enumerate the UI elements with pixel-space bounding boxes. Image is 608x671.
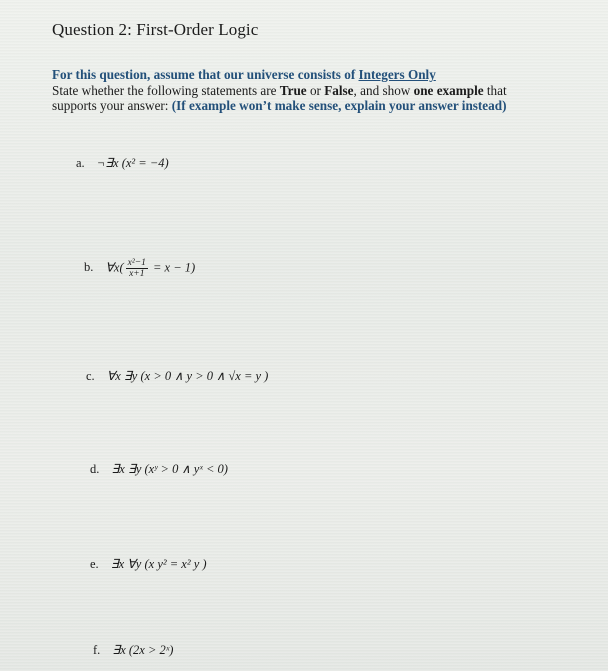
support-text: supports your answer: (52, 98, 172, 113)
statement-b (84, 258, 195, 279)
universe-text: For this question, assume that our universe consists of (52, 67, 359, 82)
statement-f (93, 642, 173, 658)
statement-label: a. (76, 156, 85, 170)
fraction (126, 258, 148, 279)
statement-label: b. (84, 260, 94, 275)
integers-only-link[interactable]: Integers Only (358, 67, 436, 82)
true-word: True (279, 82, 307, 98)
statement-c (86, 368, 268, 384)
instruction-text-2: , and show (353, 82, 414, 98)
statement-formula: ¬∃x (x² = −4) (96, 156, 169, 170)
fraction-denominator: x+1 (129, 269, 145, 279)
fraction-numerator: x²−1 (127, 258, 146, 268)
statement-formula-prefix: ∀x( (105, 260, 124, 275)
instructions (52, 67, 597, 114)
statement-formula: ∃x ∀y (x y² = x² y ) (110, 557, 207, 571)
statement-label: e. (90, 557, 99, 571)
statement-label: f. (93, 643, 101, 657)
instruction-text: State whether the following statements are (52, 82, 280, 98)
statement-formula: ∀x ∃y (x > 0 ∧ y > 0 ∧ √x = y ) (106, 369, 269, 383)
question-title: Question 2: First-Order Logic (52, 20, 259, 39)
statement-d (90, 461, 228, 477)
or-word: or (306, 82, 325, 98)
statement-label: c. (86, 369, 95, 383)
statement-formula-suffix: = x − 1) (149, 260, 196, 275)
statement-a (76, 155, 169, 171)
statement-formula: ∃x ∃y (xʸ > 0 ∧ yˣ < 0) (111, 462, 228, 476)
instruction-line (52, 83, 597, 99)
instruction-text-3: that (483, 82, 507, 98)
support-line (52, 98, 597, 114)
statement-e (90, 556, 207, 572)
explain-note: (If example won’t make sense, explain your answer instead) (171, 98, 507, 113)
universe-line (52, 67, 597, 83)
one-example-word: one example (413, 82, 484, 98)
false-word: False (324, 82, 354, 98)
statement-formula: ∃x (2x > 2ˣ) (112, 643, 174, 657)
statement-label: d. (90, 462, 100, 476)
